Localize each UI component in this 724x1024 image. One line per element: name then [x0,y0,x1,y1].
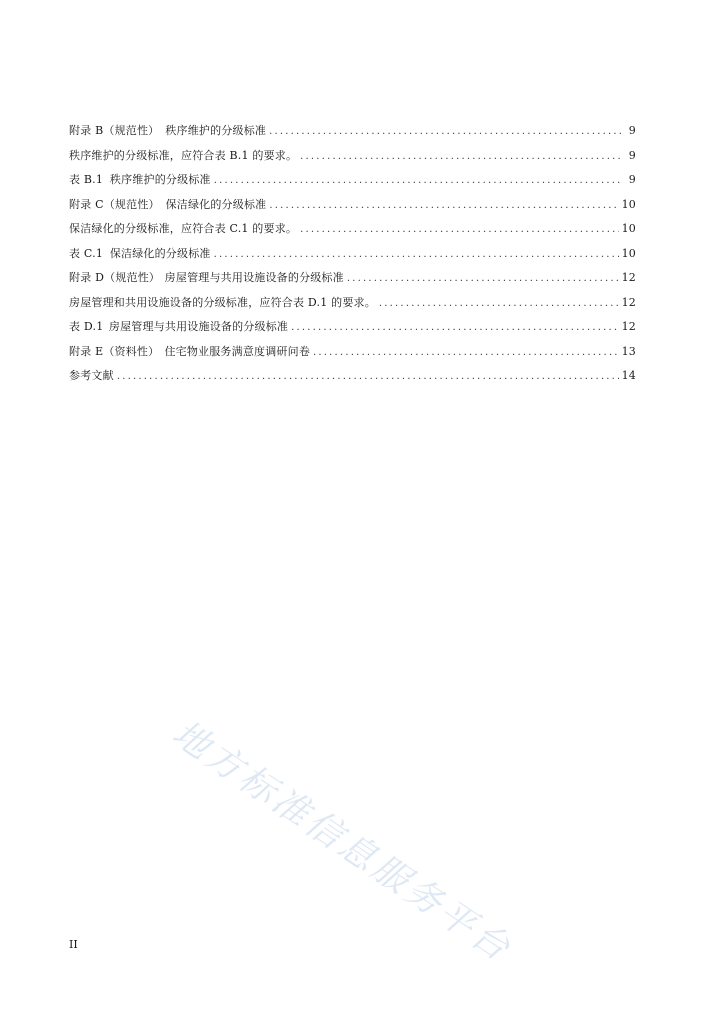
toc-entry-title: 房屋管理和共用设施设备的分级标准，应符合表 D.1 的要求。 [69,295,376,309]
toc-entry[interactable] [69,244,636,269]
toc-entry[interactable] [69,195,636,220]
dot-leader [117,367,619,387]
toc-entry-page: 13 [621,344,636,358]
page-number: II [69,938,78,951]
toc-entry-title: 房屋管理与共用设施设备的分级标准 [108,320,289,333]
toc-entry[interactable] [69,268,636,293]
toc-entry-label: 附录 D（规范性） [69,271,161,284]
toc-entry[interactable] [69,366,636,391]
toc-entry-page: 10 [621,246,636,260]
toc-entry-label: 附录 C（规范性） [69,197,160,211]
toc-entry[interactable] [69,342,636,367]
toc-entry-page: 12 [621,271,636,284]
toc-entry-page: 9 [628,124,636,137]
toc-entry-title: 住宅物业服务满意度调研问卷 [164,344,311,358]
toc-entry-label: 表 B.1 [69,173,104,186]
toc-entry-page: 12 [621,295,636,309]
dot-leader [300,147,623,167]
toc-entry[interactable] [69,317,636,342]
dot-leader [347,269,619,289]
dot-leader [300,220,618,240]
toc-entry-page: 9 [628,173,636,186]
toc-entry-label: 表 C.1 [69,246,104,260]
dot-leader [269,122,623,142]
toc-entry-title: 秩序维护的分级标准 [165,124,267,137]
toc-entry[interactable] [69,170,636,195]
toc-entry-page: 10 [621,222,636,235]
toc-entry[interactable] [69,293,636,318]
toc-entry-title: 房屋管理与共用设施设备的分级标准 [164,271,344,284]
toc-entry[interactable] [69,121,636,146]
toc-entry-label: 表 D.1 [69,320,104,333]
toc-entry-title: 参考文献 [69,369,114,382]
toc-entry-title: 秩序维护的分级标准，应符合表 B.1 的要求。 [69,148,298,162]
dot-leader [379,294,619,314]
toc-entry-page: 14 [621,369,636,382]
toc-entry-title: 秩序维护的分级标准 [109,173,211,186]
toc-entry-label: 附录 E（资料性） [69,344,160,358]
toc-entry-title: 保洁绿化的分级标准，应符合表 C.1 的要求。 [69,222,298,235]
dot-leader [214,171,623,191]
toc-entry[interactable] [69,146,636,171]
dot-leader [313,343,619,363]
toc-entry-page: 10 [621,197,636,211]
dot-leader [214,245,619,265]
dot-leader [269,196,618,216]
toc-entry-title: 保洁绿化的分级标准 [109,246,211,260]
toc-entry-page: 9 [628,148,636,162]
toc-entry-page: 12 [621,320,636,333]
table-of-contents [69,121,636,391]
watermark: 地方标准信息服务平台 [164,712,520,971]
toc-entry[interactable] [69,219,636,244]
toc-entry-label: 附录 B（规范性） [69,124,160,137]
toc-entry-title: 保洁绿化的分级标准 [165,197,267,211]
dot-leader [291,318,618,338]
